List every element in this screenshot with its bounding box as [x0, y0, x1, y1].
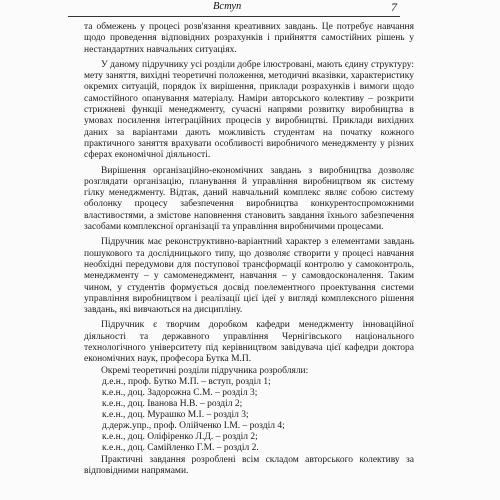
paragraph: та обмежень у процесі розв'язання креативних завдань. Це потребує навчання щодо проведення відповідних розрахунків і прийняття самостійних рішень у нестандартних навчальних ситуаціях. — [84, 22, 414, 55]
paragraph: Підручник має реконструктивно-варіантний характер з елементами завдань пошукового та дослідницького типу, що дозволяє створити у процесі навчання необхідні передумови для поступової трансформації контролю у самоконтроль, менеджменту – у самоменеджмент, навчання – у самовдосконалення. Таким чином, у студентів формується досвід поелементного проектування системи управління виробництвом і реалізації цієї ідеї у вигляді комплексного рішення завдань, які вивчаються на дисципліну. — [84, 237, 414, 316]
page-number: 7 — [391, 0, 397, 14]
list-item: к.е.н., доц. Оліфіренко Л.Д. – розділ 2; — [102, 432, 258, 443]
list-item: д.держ.упр., проф. Олійченко І.М. – розділ 4; — [102, 421, 285, 432]
list-item: к.е.н., доц. Самійленко Г.М. – розділ 2. — [102, 443, 259, 454]
running-header — [68, 0, 400, 17]
list-item: к.е.н., доц. Іванова Н.В. – розділ 2; — [102, 399, 243, 410]
page-body — [84, 22, 414, 477]
list-item: к.е.н., доц. Задорожна С.М. – розділ 3; — [102, 388, 258, 398]
list-item: к.е.н., доц. Мурашко М.І. – розділ 3; — [102, 410, 249, 421]
paragraph: Окремі теоретичні розділи підручника розробляли: — [101, 365, 309, 376]
closing-paragraph: Практичні завдання розроблені всім складом авторського колективу за відповідними напрямами. — [84, 454, 414, 476]
paragraph: У даному підручнику усі розділи добре ілюстровані, мають єдину структуру: мету заняття, вихідні теоретичні положення, методичні вказівки, характеристику окремих ситуацій, порядок їх вирішення, приклади розрахунків і вимоги щодо самостійного опанування матеріалу. Наміри авторського колективу – розкрити стрижневі функції менеджменту, сучасні напрями розвитку виробництва в умовах посилення інтеграційних процесів у виробництві. Приклади вихідних даних за варіантами дають можливість студентам на початку кожного практичного заняття врахувати особливості виробничого менеджменту у різних сферах економічної діяльності. — [84, 59, 414, 161]
list-item: д.е.н., проф. Бутко М.П. – вступ, розділ 1; — [102, 376, 271, 387]
authors-list — [84, 377, 414, 455]
paragraph: Вирішення організаційно-економічних завдань з виробництва дозволяє розглядати організацію, планування й управління виробництвом як систему гілку менеджменту. Відтак, даний навчальний комплекс являє собою систему оболонку процесу забезпечення виробництва конкурентоспроможними властивостями, а змістове наповнення становить завдання їхнього забезпечення засобами комплексної організації та управління виробничими процесами. — [84, 165, 414, 233]
header-title: Вступ — [213, 1, 242, 12]
paragraph: Підручник є творчим доробком кафедри менеджменту інноваційної діяльності та державного управління Чернігівського національного технологічного університету під керівництвом завідувача цієї кафедри доктора економічних наук, професора Бутка М.П. — [84, 320, 414, 365]
